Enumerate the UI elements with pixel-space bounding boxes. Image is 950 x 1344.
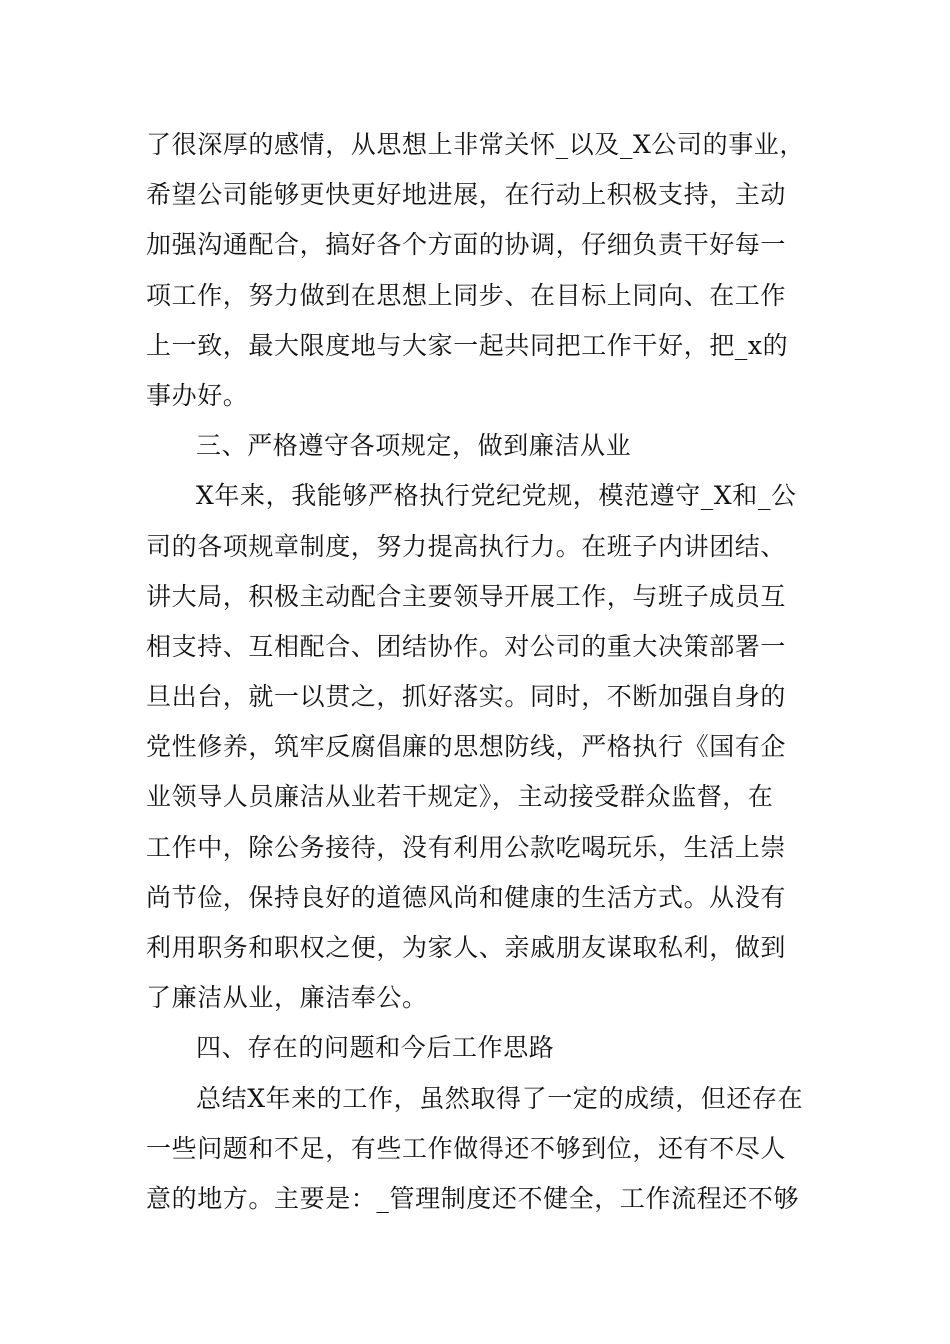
text-line: X年来，我能够严格执行党纪党规，模范遵守_X和_公: [196, 481, 797, 511]
text-line: 希望公司能够更快更好地进展，在行动上积极支持，主动: [146, 180, 787, 210]
text-line: 意的地方。主要是：_管理制度还不健全，工作流程还不够: [146, 1183, 800, 1213]
text-line: 利用职务和职权之便，为家人、亲戚朋友谋取私利，做到: [146, 933, 787, 962]
text-line: 上一致，最大限度地与大家一起共同把工作干好，把_x的: [146, 330, 789, 360]
text-line: 工作中，除公务接待，没有利用公款吃喝玩乐，生活上崇: [146, 832, 787, 862]
text-line: 四、存在的问题和今后工作思路: [196, 1033, 555, 1063]
text-line: 尚节俭，保持良好的道德风尚和健康的生活方式。从没有: [146, 882, 787, 912]
text-line: 总结X年来的工作，虽然取得了一定的成绩，但还存在: [196, 1083, 804, 1113]
text-line: 加强沟通配合，搞好各个方面的协调，仔细负责干好每一: [146, 230, 787, 260]
text-line: 三、严格遵守各项规定，做到廉洁从业: [196, 431, 632, 461]
text-line: 党性修养，筑牢反腐倡廉的思想防线，严格执行《国有企: [146, 732, 787, 762]
text-line: 事办好。: [146, 380, 249, 410]
text-line: 相支持、互相配合、团结协作。对公司的重大决策部署一: [146, 631, 787, 661]
text-line: 业领导人员廉洁从业若干规定》，主动接受群众监督，在: [146, 782, 774, 812]
text-line: 项工作，努力做到在思想上同步、在目标上同向、在工作: [146, 280, 787, 310]
text-line: 了很深厚的感情，从思想上非常关怀_以及_X公司的事业，: [146, 130, 805, 159]
document-body: [146, 120, 806, 1224]
text-line: 了廉洁从业，廉洁奉公。: [146, 983, 428, 1013]
text-line: 一些问题和不足，有些工作做得还不够到位，还有不尽人: [146, 1133, 787, 1163]
text-line: 司的各项规章制度，努力提高执行力。在班子内讲团结、: [146, 531, 787, 561]
text-line: 旦出台，就一以贯之，抓好落实。同时，不断加强自身的: [146, 682, 787, 712]
text-line: 讲大局，积极主动配合主要领导开展工作，与班子成员互: [146, 581, 787, 611]
